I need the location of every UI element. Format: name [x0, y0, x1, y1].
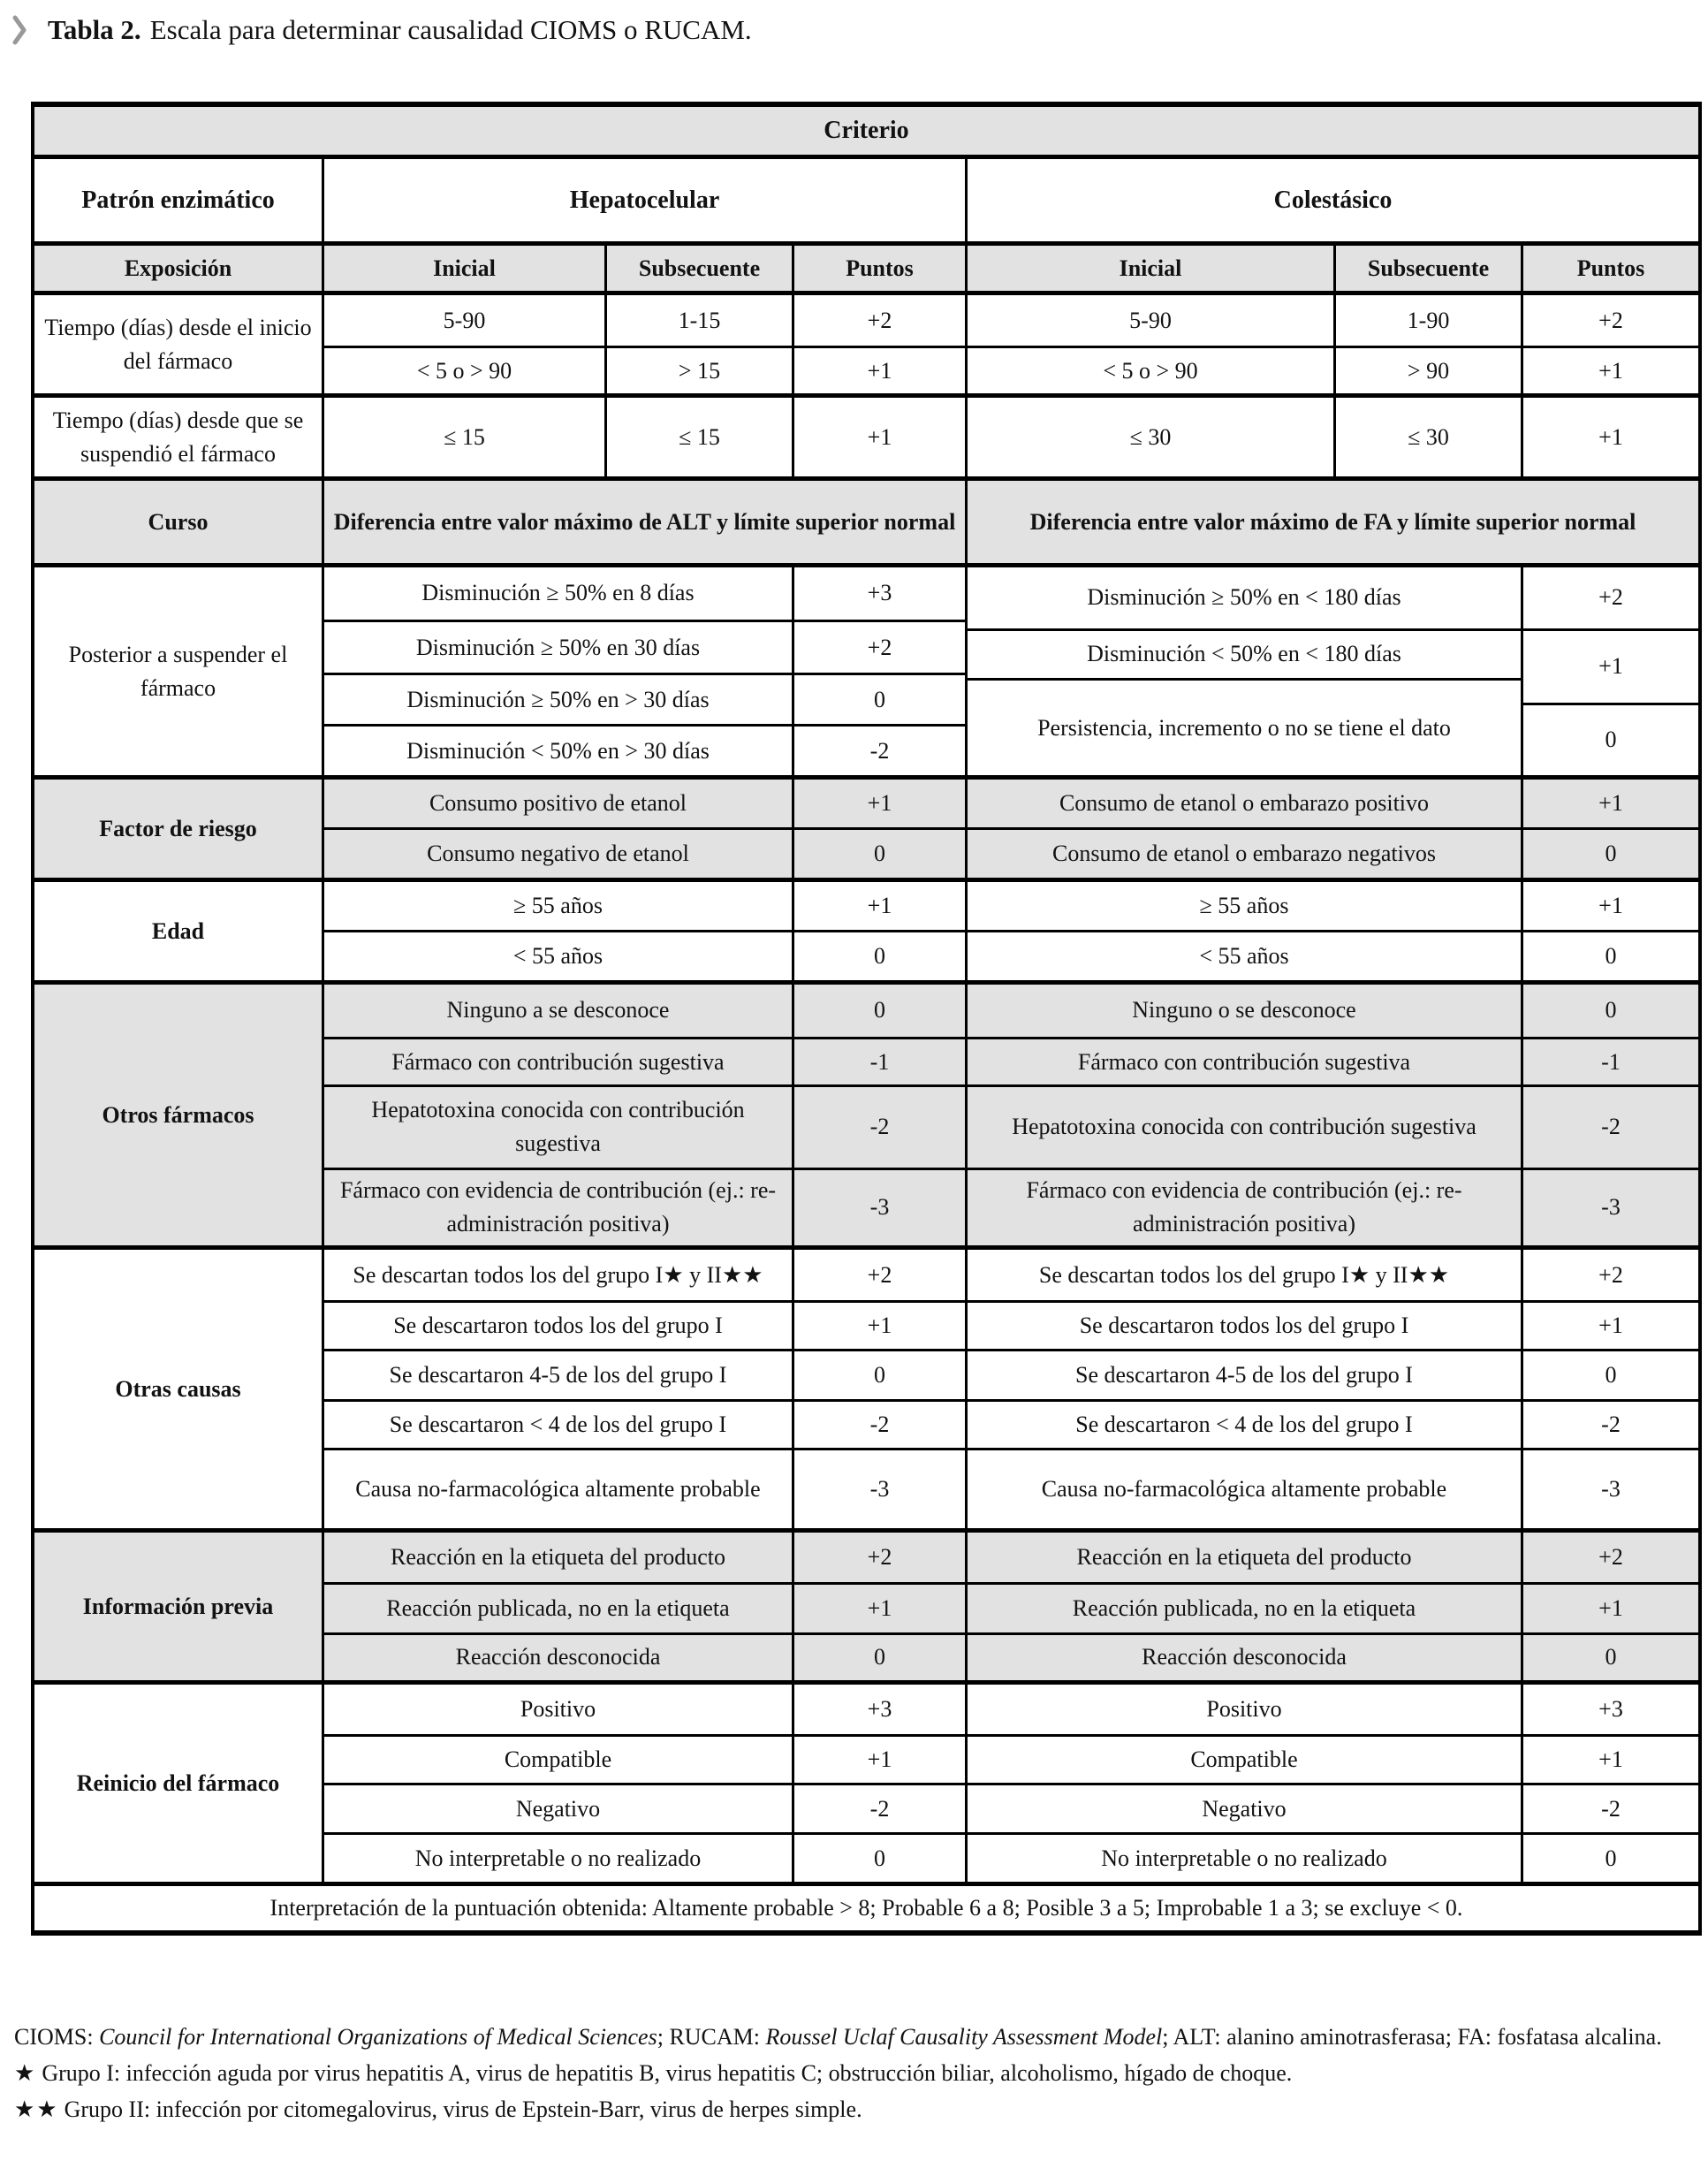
- criterion-cell: Reacción en la etiqueta del producto: [965, 1533, 1521, 1582]
- criterion-cell: Fármaco con contribución sugestiva: [322, 1039, 792, 1084]
- criterion-cell: Hepatotoxina conocida con contribución sugestiva: [322, 1087, 792, 1167]
- curso-fa-header: Diferencia entre valor máximo de FA y límite superior normal: [965, 481, 1698, 563]
- table-row: [322, 1685, 1698, 1734]
- criterion-cell: Disminución ≥ 50% en < 180 días: [1087, 584, 1401, 611]
- criterion-cell: ≤ 15: [604, 398, 792, 476]
- criterion-cell: Persistencia, incremento o no se tiene el dato: [968, 678, 1521, 775]
- points-cell: +1: [1521, 1737, 1698, 1784]
- table-row: [322, 1250, 1698, 1300]
- reinicio-label: Reinicio del fármaco: [76, 1769, 280, 1796]
- criterion-cell: < 5 o > 90: [322, 348, 604, 393]
- section-otros-farmacos: [34, 980, 1698, 1245]
- criterion-cell: Positivo: [965, 1685, 1521, 1734]
- criterion-cell: ≥ 55 años: [322, 882, 792, 930]
- section-tiempo-inicio: [34, 291, 1698, 393]
- table-row: [322, 1300, 1698, 1349]
- criterion-cell: Se descartaron 4-5 de los del grupo I: [965, 1351, 1521, 1399]
- section-exposicion-header: [34, 241, 1698, 291]
- footnote-grupo-1: [14, 2055, 1697, 2091]
- points-cell: 0: [792, 932, 965, 980]
- caption-bracket-icon: [12, 15, 27, 45]
- table-row: [322, 930, 1698, 980]
- col-header-puntos-right: Puntos: [1521, 246, 1698, 291]
- table-row: [322, 780, 1698, 827]
- criterion-cell: Reacción desconocida: [965, 1635, 1521, 1680]
- informacion-previa-label: Información previa: [82, 1593, 274, 1619]
- interpretacion-text: Interpretación de la puntuación obtenida: Altamente probable > 8; Probable 6 a 8; Posible 3 a 5; Improbable 1 a 3; se excluye < 0.: [269, 1895, 1463, 1921]
- factor-riesgo-label: Factor de riesgo: [99, 815, 257, 841]
- criterion-cell: Causa no-farmacológica altamente probable: [965, 1450, 1521, 1528]
- criterion-cell: Consumo negativo de etanol: [322, 830, 792, 878]
- footnote-text: ; ALT: alanino aminotrasferasa; FA: fosfatasa alcalina.: [1162, 2024, 1662, 2050]
- exposicion-label: Exposición: [124, 255, 232, 281]
- points-cell: 0: [1523, 703, 1698, 775]
- points-cell: -2: [1521, 1087, 1698, 1167]
- points-cell: 0: [792, 1635, 965, 1680]
- criterion-cell: Fármaco con evidencia de contribución (ej.: re-administración positiva): [322, 1170, 792, 1246]
- points-cell: 0: [792, 985, 965, 1037]
- points-cell: -2: [792, 1087, 965, 1167]
- points-cell: -3: [1521, 1170, 1698, 1246]
- criterion-cell: Consumo de etanol o embarazo negativos: [965, 830, 1521, 878]
- criterion-cell: Hepatotoxina conocida con contribución sugestiva: [965, 1087, 1521, 1167]
- criterion-cell: > 90: [1333, 348, 1521, 393]
- points-cell: +2: [1598, 584, 1623, 611]
- table-caption: [12, 12, 752, 48]
- footnotes: [14, 2019, 1697, 2127]
- points-cell: 0: [1521, 1635, 1698, 1680]
- points-cell: 0: [794, 673, 965, 724]
- edad-label: Edad: [151, 917, 205, 944]
- table-row: [322, 1582, 1698, 1632]
- criterion-cell: Reacción en la etiqueta del producto: [322, 1533, 792, 1582]
- star-star-icon: ★★: [14, 2096, 59, 2122]
- posterior-label: Posterior a suspender el fármaco: [68, 641, 288, 701]
- footnote-rucam-expansion: Roussel Uclaf Causality Assessment Model: [765, 2024, 1163, 2050]
- criterion-cell: Disminución < 50% en < 180 días: [968, 628, 1521, 679]
- table-row: [322, 827, 1698, 878]
- criterion-cell: Disminución ≥ 50% en > 30 días: [324, 673, 792, 724]
- patron-label: Patrón enzimático: [81, 186, 275, 214]
- criterion-cell: Negativo: [965, 1785, 1521, 1832]
- points-cell: +1: [792, 398, 965, 476]
- tiempo-inicio-label: Tiempo (días) desde el inicio del fármaco: [44, 314, 312, 374]
- criterion-cell: Consumo positivo de etanol: [322, 780, 792, 827]
- footnote-abbreviations: [14, 2019, 1697, 2055]
- caption-label: Tabla 2.: [48, 14, 141, 45]
- criterion-cell: 1-90: [1333, 295, 1521, 346]
- criterion-cell: Fármaco con evidencia de contribución (ej.: re-administración positiva): [965, 1170, 1521, 1246]
- criterion-cell: Reacción desconocida: [322, 1635, 792, 1680]
- criterion-cell: Se descartaron todos los del grupo I: [965, 1303, 1521, 1349]
- section-edad: [34, 878, 1698, 980]
- colestasico-header: Colestásico: [965, 159, 1698, 241]
- points-cell: +3: [792, 1685, 965, 1734]
- table-row: [322, 1632, 1698, 1680]
- footnote-grupo-2: [14, 2091, 1697, 2127]
- points-cell: +1: [1521, 1585, 1698, 1632]
- hepatocelular-header: Hepatocelular: [322, 159, 965, 241]
- section-curso: [34, 476, 1698, 563]
- criterion-cell: Reacción publicada, no en la etiqueta: [322, 1585, 792, 1632]
- points-cell: +2: [792, 1250, 965, 1300]
- table-row: [322, 1399, 1698, 1448]
- points-cell: +3: [867, 580, 892, 606]
- footnote-text: CIOMS:: [14, 2024, 100, 2050]
- col-header-subsecuente-left: Subsecuente: [604, 246, 792, 291]
- criterion-cell: Ninguno o se desconoce: [965, 985, 1521, 1037]
- criterion-cell: Disminución < 50% en > 30 días: [324, 724, 792, 775]
- points-cell: 0: [1521, 1351, 1698, 1399]
- table-row: [322, 1084, 1698, 1167]
- points-cell: +1: [792, 1585, 965, 1632]
- table-row: [322, 1533, 1698, 1582]
- points-cell: +1: [1521, 882, 1698, 930]
- table-row: [322, 346, 1698, 393]
- criterion-cell: Compatible: [965, 1737, 1521, 1784]
- section-reinicio: [34, 1680, 1698, 1882]
- otros-farmacos-label: Otros fármacos: [102, 1101, 254, 1128]
- points-cell: +2: [1521, 1250, 1698, 1300]
- rucam-table: [31, 102, 1702, 1936]
- criterio-header: Criterio: [824, 117, 909, 144]
- points-cell: 0: [1521, 932, 1698, 980]
- section-informacion-previa: [34, 1528, 1698, 1680]
- posterior-left-criteria: [322, 567, 792, 775]
- criterion-cell: 1-15: [604, 295, 792, 346]
- points-cell: +1: [1521, 348, 1698, 393]
- criterion-cell: No interpretable o no realizado: [965, 1835, 1521, 1882]
- section-patron-enzimatico: [34, 155, 1698, 241]
- criterion-cell: Causa no-farmacológica altamente probable: [322, 1450, 792, 1528]
- points-cell: +1: [1521, 398, 1698, 476]
- criterion-cell: Fármaco con contribución sugestiva: [965, 1039, 1521, 1084]
- caption-text: Escala para determinar causalidad CIOMS o RUCAM.: [149, 14, 752, 45]
- points-cell: +1: [792, 780, 965, 827]
- section-criterio: [34, 107, 1698, 155]
- criterion-cell: Se descartaron < 4 de los del grupo I: [965, 1402, 1521, 1448]
- criterion-cell: Disminución ≥ 50% en 8 días: [421, 580, 695, 606]
- criterion-cell: < 55 años: [965, 932, 1521, 980]
- criterion-cell: Positivo: [322, 1685, 792, 1734]
- star-icon: ★: [14, 2060, 37, 2086]
- points-cell: -3: [1521, 1450, 1698, 1528]
- criterion-cell: ≥ 55 años: [965, 882, 1521, 930]
- table-row: [322, 1734, 1698, 1784]
- points-cell: -3: [792, 1170, 965, 1246]
- footnote-text: Grupo II: infección por citomegalovirus, virus de Epstein-Barr, virus de herpes simple.: [64, 2096, 862, 2122]
- criterion-cell: Se descartan todos los del grupo I★ y II★★: [322, 1250, 792, 1300]
- points-cell: +2: [792, 295, 965, 346]
- criterion-cell: Consumo de etanol o embarazo positivo: [965, 780, 1521, 827]
- criterion-cell: Ninguno a se desconoce: [322, 985, 792, 1037]
- points-cell: -2: [1521, 1785, 1698, 1832]
- table-row: [322, 1448, 1698, 1528]
- points-cell: +1: [792, 1737, 965, 1784]
- table-row: [322, 985, 1698, 1037]
- points-cell: +1: [1523, 628, 1698, 703]
- table-row: [322, 1168, 1698, 1246]
- points-cell: +1: [792, 348, 965, 393]
- table-row: [322, 882, 1698, 930]
- points-cell: +2: [792, 1533, 965, 1582]
- points-cell: -2: [794, 724, 965, 775]
- points-cell: +2: [1521, 1533, 1698, 1582]
- criterion-cell: ≤ 30: [1333, 398, 1521, 476]
- tiempo-suspension-label: Tiempo (días) desde que se suspendió el fármaco: [52, 407, 304, 467]
- criterion-cell: Disminución ≥ 50% en 30 días: [324, 620, 792, 673]
- criterion-cell: Reacción publicada, no en la etiqueta: [965, 1585, 1521, 1632]
- col-header-puntos-left: Puntos: [792, 246, 965, 291]
- posterior-left-points: [792, 567, 965, 775]
- criterion-cell: < 55 años: [322, 932, 792, 980]
- points-cell: +1: [1521, 780, 1698, 827]
- section-interpretacion: [34, 1882, 1698, 1930]
- points-cell: +2: [794, 620, 965, 673]
- curso-label: Curso: [148, 508, 209, 535]
- points-cell: 0: [792, 1835, 965, 1882]
- footnote-cioms-expansion: Council for International Organizations of Medical Sciences: [99, 2024, 657, 2050]
- points-cell: 0: [792, 1351, 965, 1399]
- section-posterior: [34, 563, 1698, 775]
- footnote-text: ; RUCAM:: [657, 2024, 766, 2050]
- table-row: [322, 1783, 1698, 1832]
- points-cell: 0: [1521, 1835, 1698, 1882]
- col-header-inicial-right: Inicial: [965, 246, 1333, 291]
- criterion-cell: Negativo: [322, 1785, 792, 1832]
- criterion-cell: Compatible: [322, 1737, 792, 1784]
- section-factor-riesgo: [34, 775, 1698, 878]
- criterion-cell: > 15: [604, 348, 792, 393]
- points-cell: +1: [792, 882, 965, 930]
- criterion-cell: Se descartan todos los del grupo I★ y II★★: [965, 1250, 1521, 1300]
- points-cell: -1: [1521, 1039, 1698, 1084]
- section-otras-causas: [34, 1245, 1698, 1528]
- points-cell: 0: [1521, 830, 1698, 878]
- points-cell: -3: [792, 1450, 965, 1528]
- col-header-subsecuente-right: Subsecuente: [1333, 246, 1521, 291]
- otras-causas-label: Otras causas: [115, 1375, 241, 1402]
- points-cell: -2: [1521, 1402, 1698, 1448]
- points-cell: -1: [792, 1039, 965, 1084]
- points-cell: -2: [792, 1785, 965, 1832]
- curso-alt-header: Diferencia entre valor máximo de ALT y límite superior normal: [322, 481, 965, 563]
- criterion-cell: No interpretable o no realizado: [322, 1835, 792, 1882]
- table-row: [322, 1349, 1698, 1399]
- criterion-cell: < 5 o > 90: [965, 348, 1333, 393]
- section-tiempo-suspension: [34, 393, 1698, 476]
- points-cell: +1: [1521, 1303, 1698, 1349]
- points-cell: +1: [792, 1303, 965, 1349]
- criterion-cell: Se descartaron 4-5 de los del grupo I: [322, 1351, 792, 1399]
- criterion-cell: 5-90: [965, 295, 1333, 346]
- points-cell: -2: [792, 1402, 965, 1448]
- criterion-cell: 5-90: [322, 295, 604, 346]
- table-row: [322, 1037, 1698, 1084]
- points-cell: 0: [1521, 985, 1698, 1037]
- points-cell: 0: [792, 830, 965, 878]
- col-header-inicial-left: Inicial: [322, 246, 604, 291]
- table-row: [322, 295, 1698, 346]
- posterior-right-points: [1521, 567, 1698, 775]
- points-cell: +3: [1521, 1685, 1698, 1734]
- footnote-text: Grupo I: infección aguda por virus hepatitis A, virus de hepatitis B, virus hepatitis C; obstrucción biliar, alcoholismo, hígado de choque.: [42, 2060, 1293, 2086]
- table-row: [322, 1832, 1698, 1882]
- posterior-right-criteria: [965, 567, 1521, 775]
- criterion-cell: Se descartaron todos los del grupo I: [322, 1303, 792, 1349]
- criterion-cell: ≤ 30: [965, 398, 1333, 476]
- criterion-cell: ≤ 15: [322, 398, 604, 476]
- criterion-cell: Se descartaron < 4 de los del grupo I: [322, 1402, 792, 1448]
- points-cell: +2: [1521, 295, 1698, 346]
